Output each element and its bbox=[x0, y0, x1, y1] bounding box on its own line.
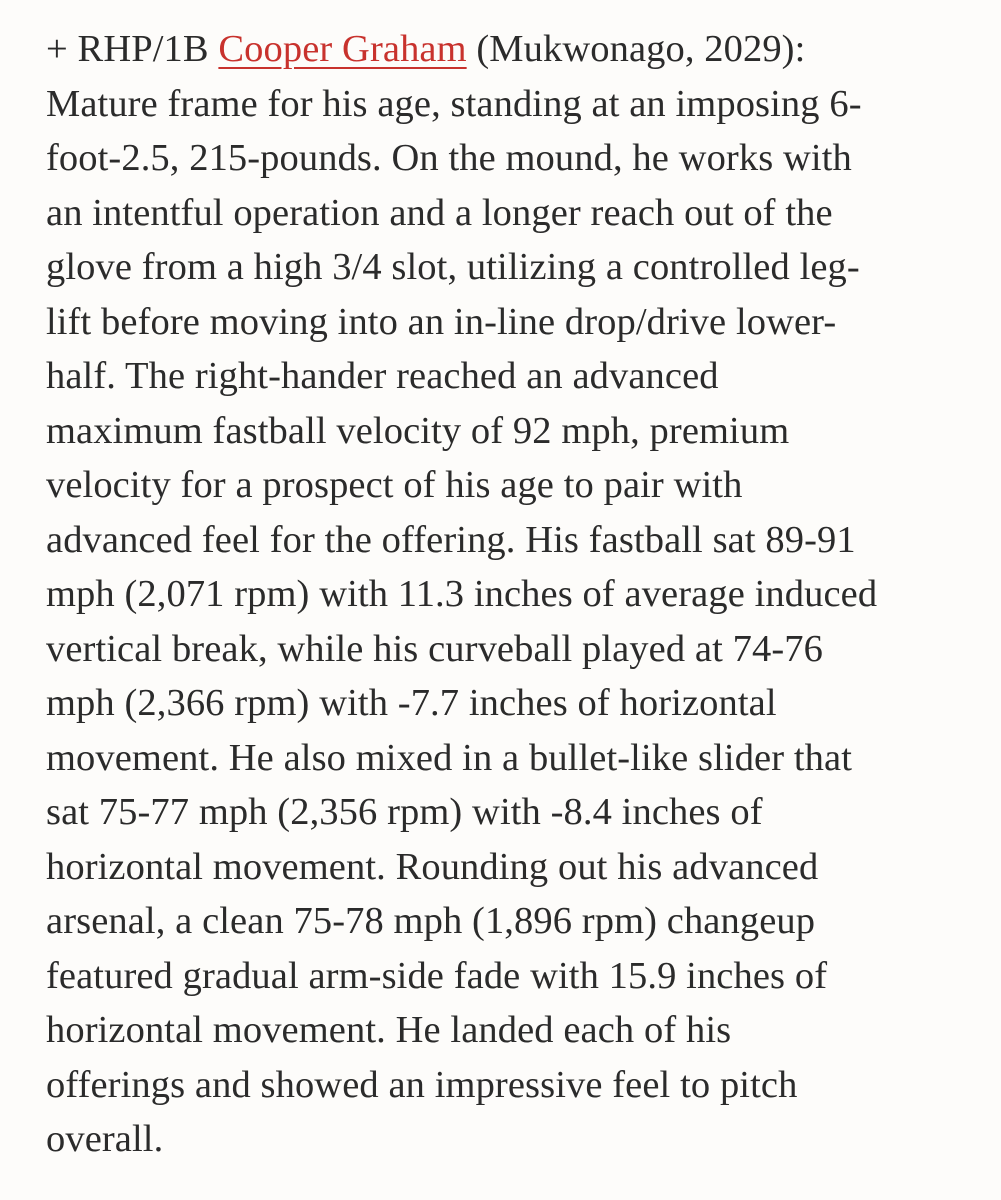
scouting-report bbox=[46, 22, 966, 1167]
report-line: glove from a high 3/4 slot, utilizing a controlled leg- bbox=[46, 246, 860, 288]
report-line: movement. He also mixed in a bullet-like slider that bbox=[46, 736, 853, 779]
report-line: horizontal movement. Rounding out his advanced bbox=[46, 845, 819, 888]
report-line: arsenal, a clean 75-78 mph (1,896 rpm) changeup bbox=[46, 900, 816, 942]
report-line: half. The right-hander reached an advanced bbox=[46, 355, 719, 397]
position-prefix: + RHP/1B bbox=[46, 28, 219, 70]
report-line: vertical break, while his curveball played at 74-76 bbox=[46, 627, 823, 670]
report-line: mph (2,071 rpm) with 11.3 inches of average induced bbox=[46, 573, 878, 615]
report-line: velocity for a prospect of his age to pair with bbox=[46, 464, 743, 506]
report-line: foot-2.5, 215-pounds. On the mound, he works with bbox=[46, 137, 852, 179]
report-line: an intentful operation and a longer reach out of the bbox=[46, 191, 833, 234]
report-line: lift before moving into an in-line drop/drive lower- bbox=[46, 300, 837, 343]
player-name-link[interactable]: Cooper Graham bbox=[218, 28, 467, 70]
report-line: maximum fastball velocity of 92 mph, premium bbox=[46, 409, 790, 452]
report-line: horizontal movement. He landed each of his bbox=[46, 1009, 732, 1051]
report-line: mph (2,366 rpm) with -7.7 inches of horizontal bbox=[46, 682, 777, 724]
report-line: advanced feel for the offering. His fastball sat 89-91 bbox=[46, 518, 856, 561]
report-line: overall. bbox=[46, 1118, 164, 1160]
report-line: offerings and showed an impressive feel to pitch bbox=[46, 1063, 798, 1106]
report-line: featured gradual arm-side fade with 15.9 inches of bbox=[46, 954, 828, 997]
report-header-line bbox=[46, 22, 966, 77]
player-school-year: (Mukwonago, 2029): bbox=[466, 28, 806, 70]
report-line: sat 75-77 mph (2,356 rpm) with -8.4 inches of bbox=[46, 791, 763, 833]
report-line: Mature frame for his age, standing at an imposing 6- bbox=[46, 82, 862, 125]
